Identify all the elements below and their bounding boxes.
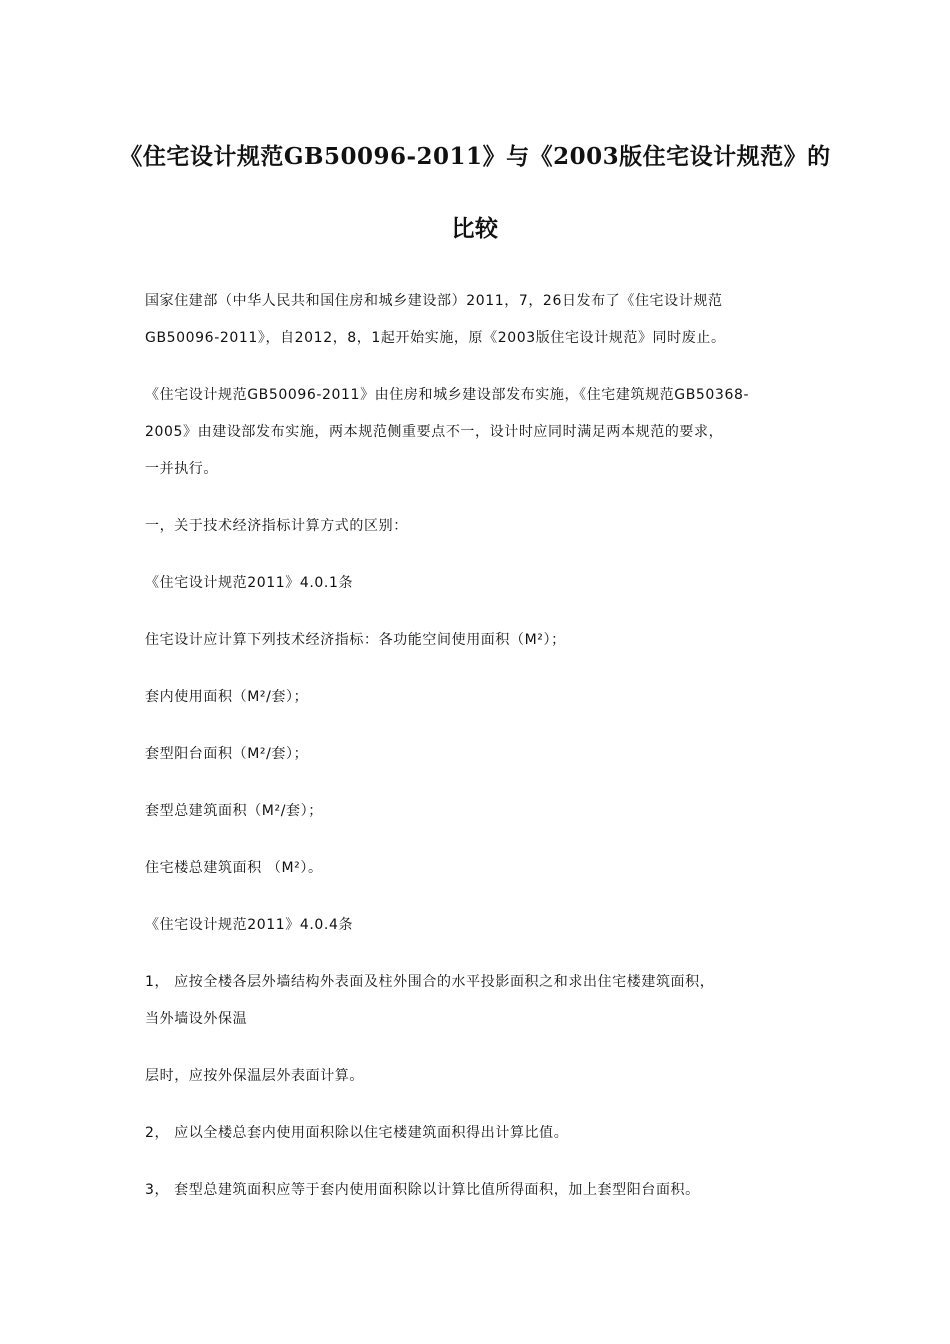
document-title-line-1: 《住宅设计规范GB50096-2011》与《2003版住宅设计规范》的 — [119, 143, 831, 170]
clause-reference: 《住宅设计规范2011》4.0.4条 — [145, 917, 354, 933]
paragraph-line: GB50096-2011》，自2012，8，1起开始实施，原《2003版住宅设计规范》同时废止。 — [145, 330, 726, 346]
paragraph-line: 2005》由建设部发布实施，两本规范侧重要点不一，设计时应同时满足两本规范的要求， — [145, 424, 724, 440]
list-item: 套型阳台面积（M²/套）； — [145, 746, 309, 762]
paragraph-line: 国家住建部（中华人民共和国住房和城乡建设部）2011，7，26日发布了《住宅设计规范 — [145, 293, 723, 309]
paragraph-line: 当外墙设外保温 — [145, 1011, 248, 1027]
numbered-item: 2， 应以全楼总套内使用面积除以住宅楼建筑面积得出计算比值。 — [145, 1125, 569, 1141]
paragraph-line: 《住宅设计规范GB50096-2011》由住房和城乡建设部发布实施，《住宅建筑规范GB50368- — [145, 387, 750, 403]
list-item: 套型总建筑面积（M²/套）； — [145, 803, 323, 819]
list-item: 套内使用面积（M²/套）； — [145, 689, 309, 705]
paragraph-line: 住宅设计应计算下列技术经济指标：各功能空间使用面积（M²）； — [145, 632, 566, 648]
clause-reference: 《住宅设计规范2011》4.0.1条 — [145, 575, 354, 591]
paragraph-line: 层时，应按外保温层外表面计算。 — [145, 1068, 364, 1084]
section-heading: 一，关于技术经济指标计算方式的区别： — [145, 518, 408, 534]
document-title-line-2: 比较 — [451, 215, 499, 242]
paragraph-line: 一并执行。 — [145, 461, 218, 477]
numbered-item: 1， 应按全楼各层外墙结构外表面及柱外围合的水平投影面积之和求出住宅楼建筑面积， — [145, 974, 715, 990]
numbered-item: 3， 套型总建筑面积应等于套内使用面积除以计算比值所得面积，加上套型阳台面积。 — [145, 1182, 700, 1198]
list-item: 住宅楼总建筑面积 （M²）。 — [145, 860, 323, 876]
